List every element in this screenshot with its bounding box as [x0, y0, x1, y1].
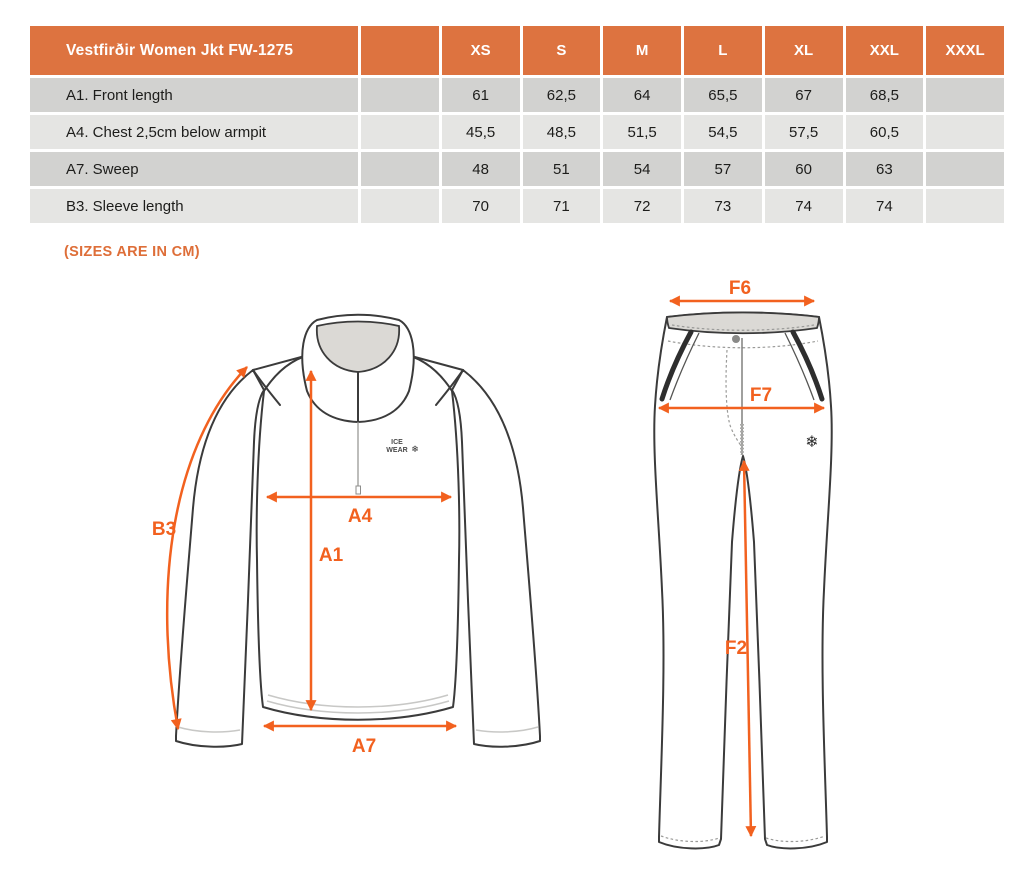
- f2-label: F2: [724, 638, 748, 659]
- value-cell: 64: [603, 78, 681, 112]
- size-header-xxl: XXL: [846, 26, 924, 75]
- row-label: A7. Sweep: [30, 152, 358, 186]
- value-cell: 51: [523, 152, 601, 186]
- size-header-xs: XS: [442, 26, 520, 75]
- row-label: A1. Front length: [30, 78, 358, 112]
- snowflake-icon: ❄: [411, 445, 419, 455]
- value-cell: 72: [603, 189, 681, 223]
- value-cell: 63: [846, 152, 924, 186]
- size-header-xl: XL: [765, 26, 843, 75]
- size-header-s: S: [523, 26, 601, 75]
- value-cell: 70: [442, 189, 520, 223]
- value-cell: 68,5: [846, 78, 924, 112]
- zipper-pull: [356, 486, 361, 494]
- value-cell: [926, 189, 1004, 223]
- table-title: Vestfirðir Women Jkt FW-1275: [30, 26, 358, 75]
- f6-label: F6: [728, 278, 752, 299]
- value-cell: 60,5: [846, 115, 924, 149]
- spacer-header-cell: [361, 26, 439, 75]
- spacer-cell: [361, 189, 439, 223]
- waist-button: [732, 335, 740, 343]
- spacer-cell: [361, 152, 439, 186]
- value-cell: 54,5: [684, 115, 762, 149]
- value-cell: 51,5: [603, 115, 681, 149]
- jacket-left-sleeve: [176, 370, 264, 747]
- spacer-cell: [361, 78, 439, 112]
- b3-label: B3: [151, 519, 177, 540]
- a1-label: A1: [318, 545, 344, 566]
- size-header-m: M: [603, 26, 681, 75]
- value-cell: 45,5: [442, 115, 520, 149]
- value-cell: 74: [846, 189, 924, 223]
- jacket-diagram: [152, 315, 540, 757]
- value-cell: 48: [442, 152, 520, 186]
- size-table: [30, 26, 1004, 223]
- pants-outline: [654, 313, 831, 849]
- snowflake-icon: ❄: [805, 432, 819, 451]
- value-cell: 57,5: [765, 115, 843, 149]
- value-cell: 54: [603, 152, 681, 186]
- row-label: A4. Chest 2,5cm below armpit: [30, 115, 358, 149]
- row-label: B3. Sleeve length: [30, 189, 358, 223]
- value-cell: 73: [684, 189, 762, 223]
- value-cell: 65,5: [684, 78, 762, 112]
- value-cell: 61: [442, 78, 520, 112]
- logo-text-line2: WEAR: [386, 447, 408, 454]
- measurement-diagrams: [0, 270, 1034, 890]
- value-cell: 62,5: [523, 78, 601, 112]
- size-header-l: L: [684, 26, 762, 75]
- value-cell: 67: [765, 78, 843, 112]
- a7-label: A7: [351, 736, 377, 757]
- value-cell: 60: [765, 152, 843, 186]
- value-cell: [926, 152, 1004, 186]
- value-cell: 74: [765, 189, 843, 223]
- value-cell: 48,5: [523, 115, 601, 149]
- a4-label: A4: [347, 506, 373, 527]
- jacket-right-sleeve: [452, 370, 540, 747]
- value-cell: 71: [523, 189, 601, 223]
- f7-label: F7: [749, 385, 773, 406]
- spacer-cell: [361, 115, 439, 149]
- logo-text-line1: ICE: [391, 439, 403, 446]
- pants-diagram: [654, 278, 831, 848]
- value-cell: [926, 115, 1004, 149]
- sizes-unit-note: (SIZES ARE IN CM): [64, 244, 200, 260]
- size-header-xxxl: XXXL: [926, 26, 1004, 75]
- value-cell: [926, 78, 1004, 112]
- value-cell: 57: [684, 152, 762, 186]
